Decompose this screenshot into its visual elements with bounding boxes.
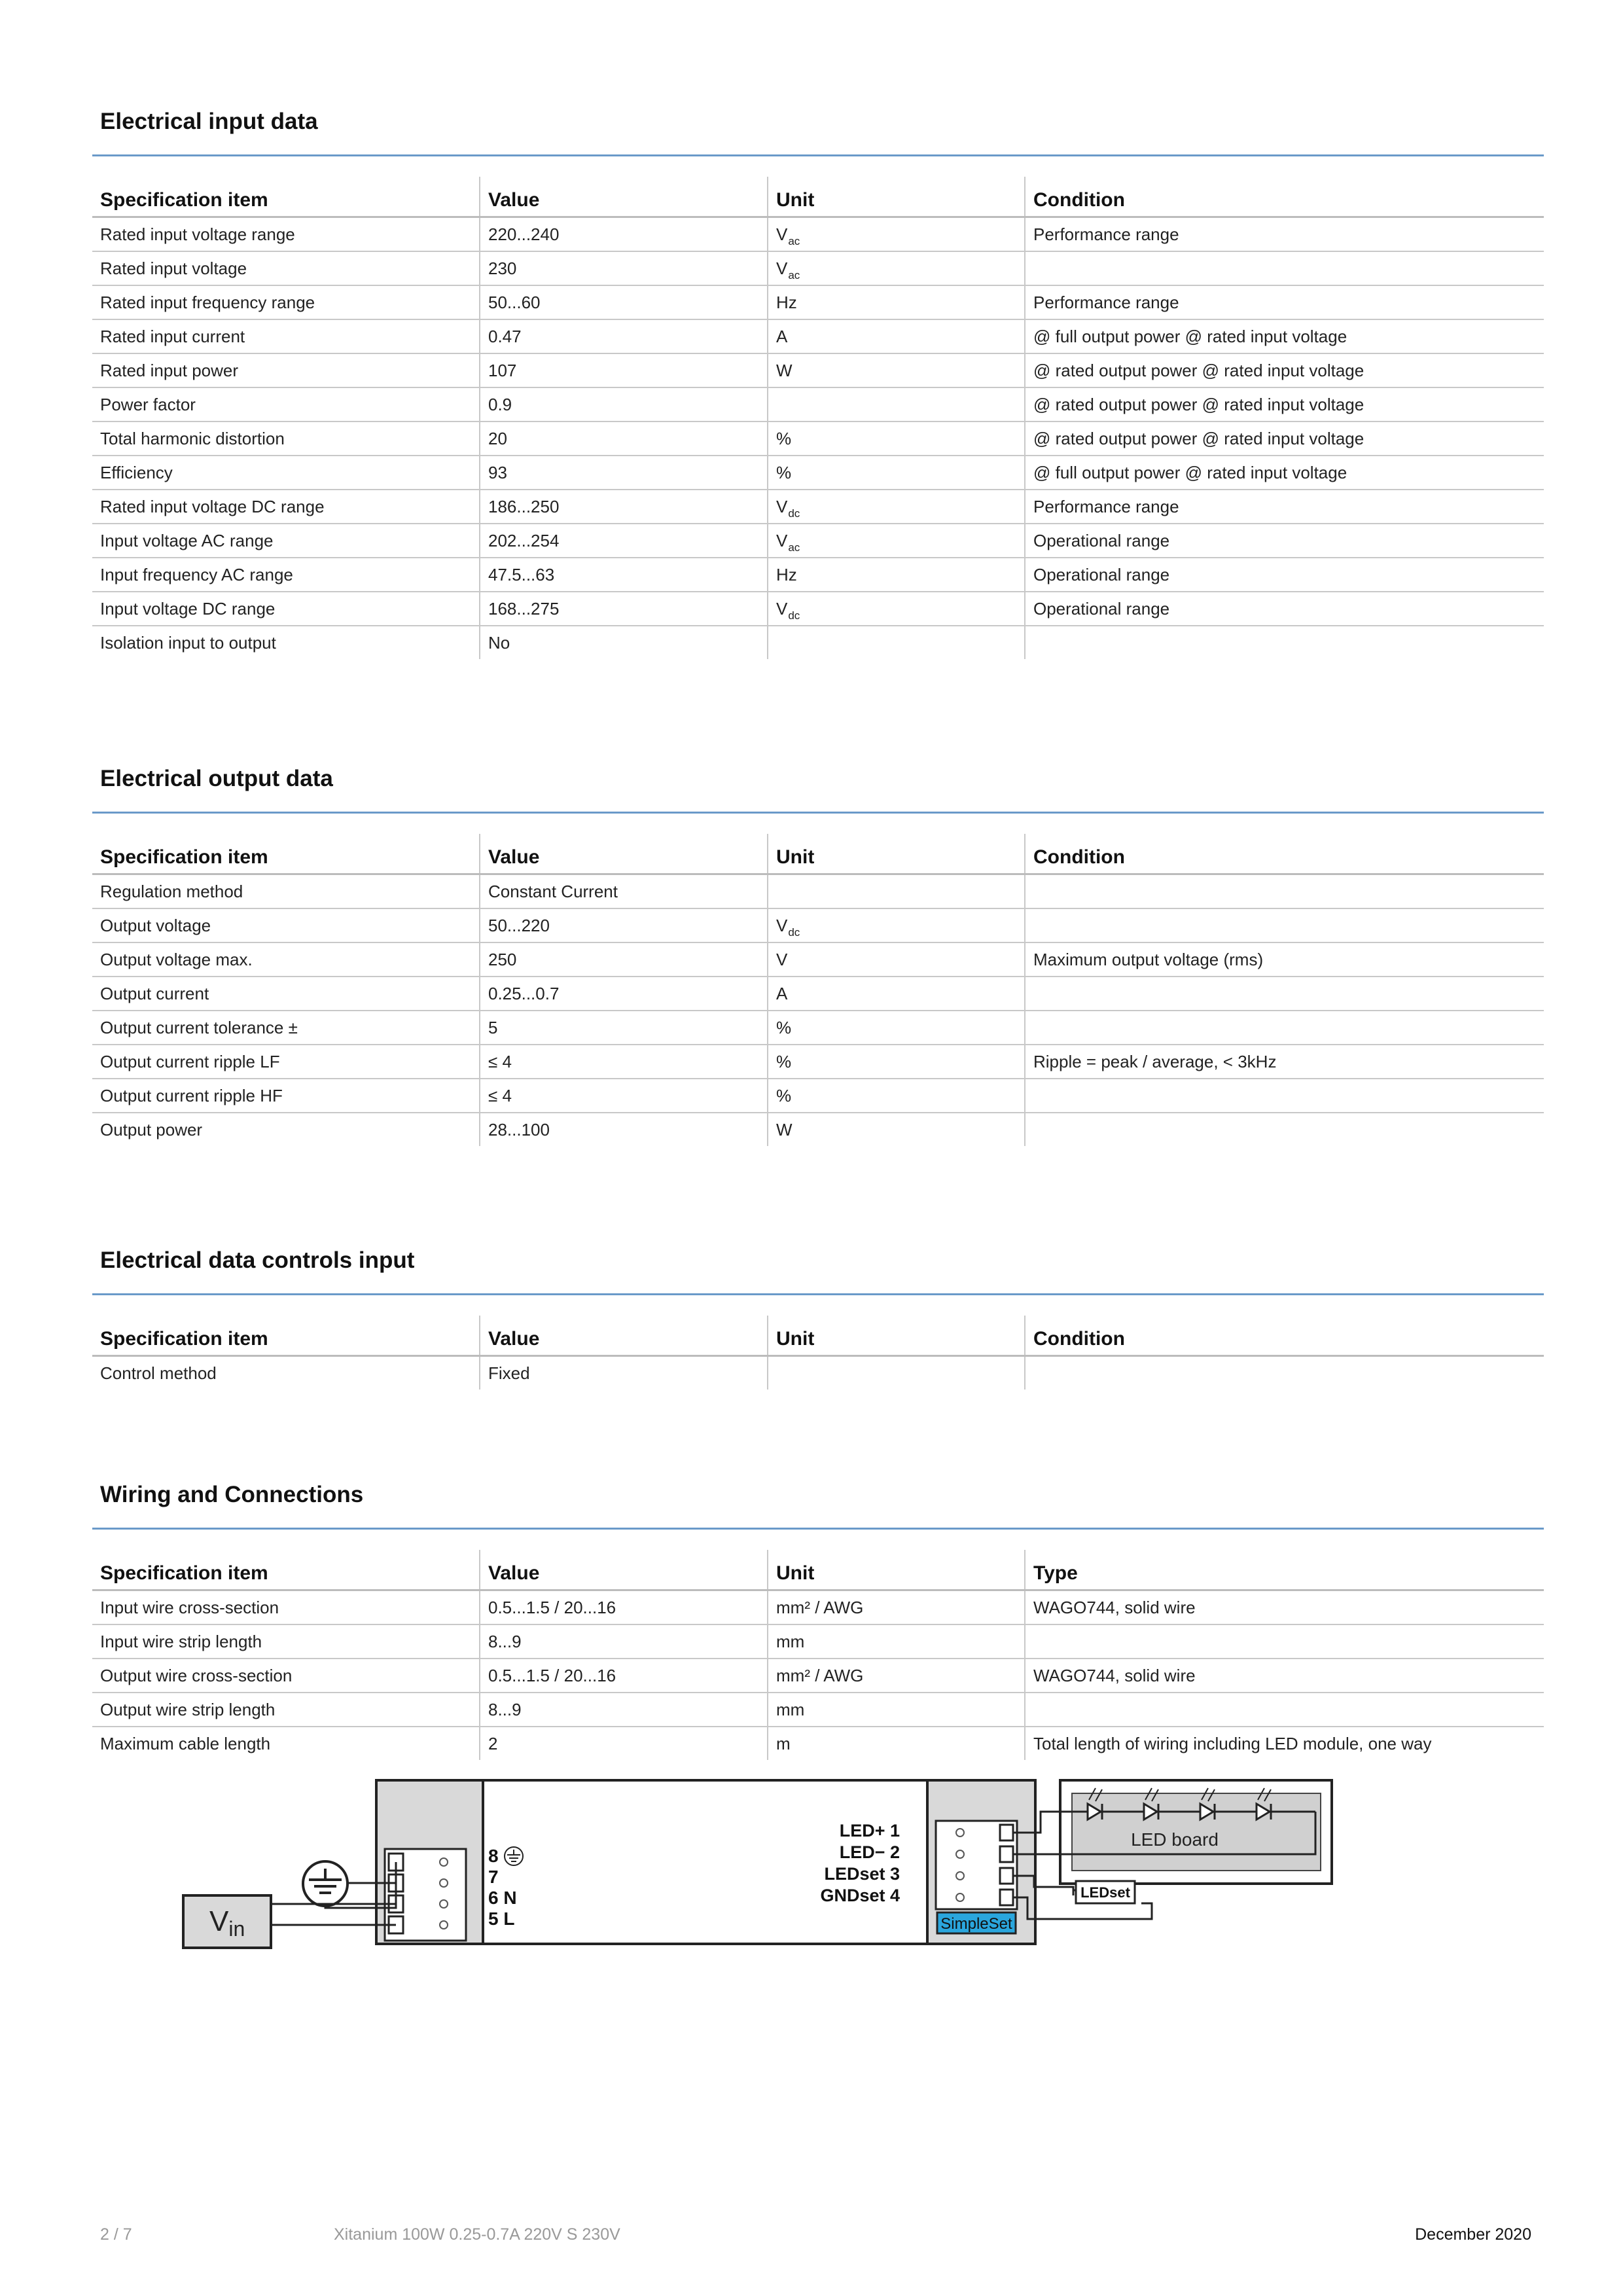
unit-symbol: V <box>776 598 788 619</box>
footer-date: December 2020 <box>1415 2225 1531 2244</box>
unit-subscript: ac <box>788 541 800 554</box>
table-cell: 47.5...63 <box>480 558 768 592</box>
table-cell: Output wire cross-section <box>92 1659 480 1693</box>
table-cell: W <box>768 353 1025 387</box>
table-cell: % <box>768 1011 1025 1045</box>
table-cell: Rated input frequency range <box>92 285 480 319</box>
table-cell: Output power <box>100 1119 203 1139</box>
section-divider <box>92 1293 1544 1295</box>
table-row <box>92 977 1544 1011</box>
column-header: Condition <box>1025 1316 1544 1356</box>
table-cell: ≤ 4 <box>480 1045 768 1079</box>
table-row <box>92 874 1544 909</box>
table-cell <box>768 1356 1025 1390</box>
terminal-label-6n: 6 N <box>488 1888 517 1908</box>
column-header: Specification item <box>92 1316 480 1356</box>
column-header: Specification item <box>92 834 480 874</box>
table-cell: 8...9 <box>480 1624 768 1659</box>
table-electrical-output <box>92 834 1544 1146</box>
table-cell <box>1025 1011 1544 1045</box>
section-divider <box>92 1528 1544 1530</box>
table-cell: Total length of wiring including LED module, one way <box>1025 1727 1544 1760</box>
table-row <box>92 490 1544 524</box>
table-cell <box>1025 874 1544 909</box>
column-header: Condition <box>1025 177 1544 217</box>
table-cell: mm² / AWG <box>768 1590 1025 1625</box>
table-cell: 0.5...1.5 / 20...16 <box>480 1590 768 1625</box>
unit-symbol: V <box>776 224 788 244</box>
table-header-row <box>92 1550 1544 1590</box>
table-cell: @ rated output power @ rated input voltage <box>1025 353 1544 387</box>
table-row <box>92 1113 1544 1146</box>
column-header: Condition <box>1025 834 1544 874</box>
table-cell: @ rated output power @ rated input voltage <box>1025 422 1544 456</box>
column-header: Unit <box>768 177 1025 217</box>
table-cell: 0.9 <box>480 387 768 422</box>
table-cell: Input wire cross-section <box>92 1590 480 1625</box>
table-cell <box>1025 1113 1544 1146</box>
table-cell: 0.25...0.7 <box>480 977 768 1011</box>
table-cell: @ full output power @ rated input voltage <box>1025 319 1544 353</box>
table-header-row <box>92 1316 1544 1356</box>
footer-product-name: Xitanium 100W 0.25-0.7A 220V S 230V <box>334 2225 620 2244</box>
table-cell: % <box>768 422 1025 456</box>
table-cell: Output voltage max. <box>92 942 480 977</box>
table-row <box>92 1356 1544 1390</box>
terminal-label-5l: 5 L <box>488 1909 515 1929</box>
table-cell: mm² / AWG <box>768 1659 1025 1693</box>
table-cell: 107 <box>480 353 768 387</box>
table-cell: Hz <box>768 285 1025 319</box>
table-row <box>92 217 1544 252</box>
footer-page-number: 2 / 7 <box>100 2225 132 2244</box>
table-cell <box>768 387 1025 422</box>
table-cell: WAGO744, solid wire <box>1025 1590 1544 1625</box>
table-cell: V <box>768 942 1025 977</box>
table-cell: Maximum output voltage (rms) <box>1025 942 1544 977</box>
table-cell: Rated input voltage <box>92 251 480 285</box>
table-cell: Regulation method <box>92 874 480 909</box>
column-header: Unit <box>768 834 1025 874</box>
table-cell <box>1025 1079 1544 1113</box>
unit-subscript: dc <box>788 925 800 939</box>
table-cell: Input voltage AC range <box>92 524 480 558</box>
table-cell: Maximum cable length <box>100 1733 271 1753</box>
table-cell: 230 <box>480 251 768 285</box>
table-cell <box>1025 908 1544 942</box>
table-cell: Isolation input to output <box>100 632 276 653</box>
column-header: Value <box>480 177 768 217</box>
table-cell: Output current ripple HF <box>92 1079 480 1113</box>
terminal-label-8: 8 <box>488 1846 499 1866</box>
table-cell: 2 <box>480 1727 768 1760</box>
table-cell <box>768 490 1025 524</box>
table-cell: W <box>768 1113 1025 1146</box>
column-header: Unit <box>768 1316 1025 1356</box>
table-cell: 50...60 <box>480 285 768 319</box>
table-row <box>92 353 1544 387</box>
table-cell: Power factor <box>92 387 480 422</box>
table-cell: Output current tolerance ± <box>92 1011 480 1045</box>
table-cell <box>768 874 1025 909</box>
table-row <box>92 1079 1544 1113</box>
table-cell: % <box>768 456 1025 490</box>
table-cell: 0.5...1.5 / 20...16 <box>480 1659 768 1693</box>
column-header: Specification item <box>92 177 480 217</box>
table-row <box>92 1011 1544 1045</box>
column-header: Value <box>480 1550 768 1590</box>
table-cell: Rated input voltage DC range <box>92 490 480 524</box>
unit-symbol: V <box>776 258 788 278</box>
unit-subscript: dc <box>788 507 800 520</box>
table-cell: Fixed <box>480 1356 768 1390</box>
table-row <box>92 285 1544 319</box>
table-row <box>92 592 1544 626</box>
table-cell: Output current <box>92 977 480 1011</box>
table-cell: Operational range <box>1025 558 1544 592</box>
table-cell: mm <box>768 1624 1025 1659</box>
table-row <box>92 251 1544 285</box>
table-cell <box>768 626 1025 659</box>
table-cell: No <box>480 626 768 659</box>
table-cell: 250 <box>480 942 768 977</box>
terminal-label-led-minus: LED− 2 <box>839 1842 900 1862</box>
table-cell: @ rated output power @ rated input voltage <box>1025 387 1544 422</box>
column-header: Unit <box>768 1550 1025 1590</box>
table-cell: 168...275 <box>480 592 768 626</box>
column-header: Specification item <box>92 1550 480 1590</box>
unit-subscript: dc <box>788 609 800 622</box>
table-cell: Output current ripple LF <box>92 1045 480 1079</box>
unit-symbol: V <box>776 496 788 516</box>
table-cell: Output voltage <box>92 908 480 942</box>
ledset-label: LEDset <box>1080 1884 1130 1901</box>
table-row <box>92 1045 1544 1079</box>
section-divider <box>92 812 1544 814</box>
table-cell: Efficiency <box>92 456 480 490</box>
table-wiring <box>92 1550 1544 1760</box>
table-cell: mm <box>768 1693 1025 1727</box>
table-cell: Performance range <box>1025 490 1544 524</box>
table-cell: 28...100 <box>480 1113 768 1146</box>
table-row <box>92 1624 1544 1659</box>
table-cell <box>768 908 1025 942</box>
table-cell: ≤ 4 <box>480 1079 768 1113</box>
table-cell: Performance range <box>1025 217 1544 252</box>
table-cell: Performance range <box>1025 285 1544 319</box>
table-cell: Operational range <box>1025 592 1544 626</box>
led-board-label: LED board <box>1131 1829 1219 1850</box>
table-row <box>92 422 1544 456</box>
table-cell: Constant Current <box>480 874 768 909</box>
table-row <box>92 1659 1544 1693</box>
table-cell: Total harmonic distortion <box>92 422 480 456</box>
table-cell: Operational range <box>1025 524 1544 558</box>
table-row <box>92 626 1544 659</box>
simpleset-label: SimpleSet <box>940 1915 1012 1933</box>
table-cell: % <box>768 1045 1025 1079</box>
table-cell: Rated input voltage range <box>92 217 480 252</box>
table-cell <box>1025 626 1544 659</box>
table-cell <box>1025 251 1544 285</box>
terminal-label-led-plus: LED+ 1 <box>839 1821 900 1840</box>
table-header-row <box>92 834 1544 874</box>
table-cell: 202...254 <box>480 524 768 558</box>
table-cell: Control method <box>100 1363 217 1383</box>
wiring-diagram <box>170 1767 1348 1964</box>
table-cell: Input voltage DC range <box>92 592 480 626</box>
table-cell: Ripple = peak / average, < 3kHz <box>1025 1045 1544 1079</box>
table-row <box>92 1727 1544 1760</box>
column-header: Value <box>480 1316 768 1356</box>
table-cell: 20 <box>480 422 768 456</box>
section-title-electrical-input: Electrical input data <box>100 109 318 134</box>
table-cell: 93 <box>480 456 768 490</box>
vin-label: Vin <box>209 1905 245 1941</box>
table-cell <box>1025 1693 1544 1727</box>
table-cell <box>768 592 1025 626</box>
table-cell: m <box>768 1727 1025 1760</box>
table-cell: WAGO744, solid wire <box>1025 1659 1544 1693</box>
table-cell: Input frequency AC range <box>92 558 480 592</box>
section-title-electrical-output: Electrical output data <box>100 766 333 791</box>
table-row <box>92 1590 1544 1625</box>
table-cell: Hz <box>768 558 1025 592</box>
table-cell: @ full output power @ rated input voltage <box>1025 456 1544 490</box>
section-divider <box>92 154 1544 156</box>
section-title-controls-input: Electrical data controls input <box>100 1247 415 1273</box>
table-cell: 186...250 <box>480 490 768 524</box>
terminal-label-7: 7 <box>488 1867 499 1887</box>
table-row <box>92 558 1544 592</box>
table-row <box>92 1693 1544 1727</box>
table-controls-input <box>92 1316 1544 1390</box>
table-cell <box>768 251 1025 285</box>
table-cell <box>1025 1356 1544 1390</box>
table-cell: 0.47 <box>480 319 768 353</box>
table-row <box>92 524 1544 558</box>
table-cell: 5 <box>480 1011 768 1045</box>
section-title-wiring: Wiring and Connections <box>100 1482 364 1507</box>
table-cell: Rated input power <box>92 353 480 387</box>
terminal-label-ledset: LEDset 3 <box>824 1864 900 1884</box>
table-cell: Output wire strip length <box>92 1693 480 1727</box>
table-cell: % <box>768 1079 1025 1113</box>
terminal-label-gndset: GNDset 4 <box>820 1886 900 1905</box>
table-cell <box>1025 977 1544 1011</box>
table-cell: 220...240 <box>480 217 768 252</box>
table-cell <box>1025 1624 1544 1659</box>
table-row <box>92 387 1544 422</box>
ground-icon <box>303 1861 348 1906</box>
table-row <box>92 942 1544 977</box>
column-header: Type <box>1025 1550 1544 1590</box>
unit-subscript: ac <box>788 268 800 281</box>
table-cell: A <box>768 977 1025 1011</box>
table-header-row <box>92 177 1544 217</box>
table-row <box>92 908 1544 942</box>
table-cell: Rated input current <box>92 319 480 353</box>
table-row <box>92 319 1544 353</box>
table-cell <box>768 217 1025 252</box>
table-cell: A <box>768 319 1025 353</box>
unit-symbol: V <box>776 915 788 935</box>
table-cell <box>768 524 1025 558</box>
unit-symbol: V <box>776 530 788 550</box>
table-electrical-input <box>92 177 1544 659</box>
table-cell: 8...9 <box>480 1693 768 1727</box>
unit-subscript: ac <box>788 234 800 247</box>
table-cell: 50...220 <box>480 908 768 942</box>
column-header: Value <box>480 834 768 874</box>
table-cell: Input wire strip length <box>92 1624 480 1659</box>
table-row <box>92 456 1544 490</box>
